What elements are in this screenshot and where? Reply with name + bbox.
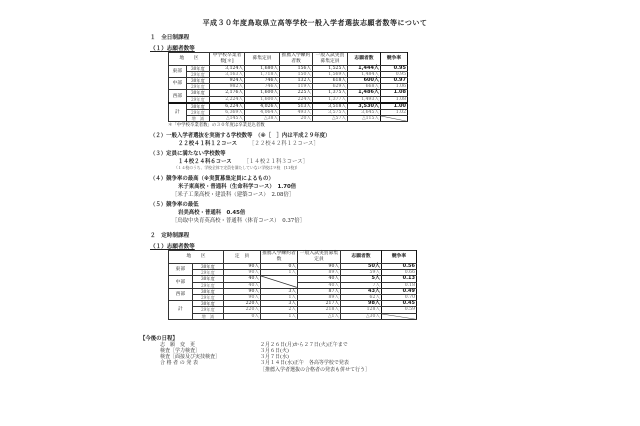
grads-cell: 3,124人	[210, 65, 245, 71]
rec-cell: 0人	[261, 264, 298, 270]
quota-cell: 1,600人	[245, 90, 280, 96]
schedule-label	[150, 367, 260, 373]
table-row	[169, 288, 417, 294]
quota-cell: 746人	[245, 78, 280, 84]
rec-cell: 20人	[280, 116, 313, 122]
ratio-cell: 0.95	[381, 71, 408, 77]
schedule-heading: 【今後の日程】	[140, 335, 178, 342]
year-cell: 30年度	[192, 276, 223, 282]
apps-cell: 50人	[341, 264, 382, 270]
gen-cell: 1,377人	[313, 96, 348, 103]
rec-cell: 1人	[261, 313, 298, 319]
col-quota: 定 員	[224, 251, 261, 264]
year-cell: 29年度	[186, 96, 209, 103]
col-ratio: 競争率	[381, 53, 408, 66]
rec-cell: 150人	[280, 71, 313, 77]
schedule-label: 志 願 変 更	[160, 341, 196, 348]
apps-cell: 59人	[341, 270, 382, 276]
col-grads: 中学校卒業者数[＊]	[210, 53, 245, 66]
year-cell: 29年度	[192, 307, 223, 313]
table-row	[169, 96, 408, 103]
year-cell: 29年度	[192, 270, 223, 276]
ratio-cell-empty	[382, 313, 417, 319]
ratio-cell: 1.08	[381, 90, 408, 96]
apps-cell: 3,530人	[348, 103, 381, 110]
year-cell: 29年度	[192, 282, 223, 288]
gen-cell: 618人	[313, 78, 348, 84]
year-cell: 30年度	[192, 301, 223, 307]
ratio-cell: 1.00	[381, 103, 408, 110]
parttime-applicants-table	[168, 250, 417, 319]
rec-cell: 225人	[280, 90, 313, 96]
gen-cell: 40人	[298, 282, 341, 288]
gen-cell: 3,575人	[313, 110, 348, 116]
schedule-value: ３月６日(火)	[260, 348, 289, 355]
area-cell: 西部	[169, 288, 193, 300]
rec-cell: 119人	[280, 84, 313, 90]
quota-cell: 220人	[224, 301, 261, 307]
schedule-label: 合 格 者 の 発 表	[160, 360, 198, 367]
apps-cell: 5人	[341, 276, 382, 282]
apps-cell: 600人	[348, 78, 381, 84]
ratio-cell: 0.45	[382, 301, 417, 307]
ratio-cell: 0.66	[382, 270, 417, 276]
table-row-change	[169, 116, 408, 122]
col-gen: 一般入試実質募集定員	[313, 53, 348, 66]
schedule-section	[140, 334, 490, 373]
col-quota: 募集定員	[245, 53, 280, 66]
quota-cell: 90人	[224, 288, 261, 294]
gen-cell: 218人	[298, 307, 341, 313]
apps-cell: 1,493人	[348, 96, 381, 103]
ratio-cell: 1.02	[381, 110, 408, 116]
table-row	[169, 264, 417, 270]
gen-cell: 89人	[298, 270, 341, 276]
year-cell: 30年度	[186, 78, 209, 84]
area-cell: 西部	[169, 90, 187, 103]
section2-sub-heading	[150, 242, 490, 250]
rec-cell: 156人	[280, 65, 313, 71]
apps-cell: 1,484人	[348, 71, 381, 77]
area-cell: 計	[169, 301, 193, 320]
quota-cell: 0人	[224, 313, 261, 319]
area-cell: 東部	[169, 65, 187, 77]
gen-cell: 89人	[298, 295, 341, 301]
col-area: 地 区	[169, 53, 210, 66]
apps-cell: 3,645人	[348, 110, 381, 116]
apps-cell: 62人	[341, 295, 382, 301]
grads-cell: 924人	[210, 78, 245, 84]
year-cell: 29年度	[186, 71, 209, 77]
year-cell: 30年度	[186, 65, 209, 71]
table-header-row	[169, 53, 408, 66]
apps-cell: 668人	[348, 84, 381, 90]
quota-cell: 40人	[224, 282, 261, 288]
item-highest-ratio	[150, 174, 490, 198]
schedule-row	[150, 367, 490, 373]
year-cell: 29年度	[186, 110, 209, 116]
grads-cell: 982人	[210, 84, 245, 90]
item-value: 米子東高校・普通科（生命科学コース） 1.70倍	[178, 183, 297, 190]
table-row	[169, 276, 417, 282]
rec-cell: 1人	[261, 295, 298, 301]
year-cell: 29年度	[192, 295, 223, 301]
quota-cell: 90人	[224, 270, 261, 276]
ratio-cell: 0.95	[381, 65, 408, 71]
table-row	[169, 307, 417, 313]
ratio-cell: 0.70	[382, 295, 417, 301]
item-heading: （５）競争率の最低	[150, 202, 199, 209]
rec-cell: 1人	[261, 270, 298, 276]
gen-cell: 217人	[298, 301, 341, 307]
rec-cell: 132人	[280, 78, 313, 84]
item-lowest-ratio	[150, 200, 490, 224]
area-cell: 東部	[169, 264, 193, 276]
col-apps: 志願者数	[348, 53, 381, 66]
rec-cell: 3人	[261, 301, 298, 307]
item-prev-value: ［１４校２１科３コース］	[243, 159, 309, 166]
quota-cell: 90人	[224, 264, 261, 270]
gen-cell: 3,518人	[313, 103, 348, 110]
area-cell: 中部	[169, 78, 187, 90]
col-rec: 推薦入学練約者数	[280, 53, 313, 66]
item-schools-count	[150, 131, 490, 147]
col-rec: 推薦入学練約者数	[262, 251, 296, 263]
item-note: （１４校のうち、学校全体で定員を満たしていない学校は９校 [11校]）	[174, 165, 300, 171]
grads-cell: △145人	[210, 116, 245, 122]
section1-sub-heading-text: （１）志願者数等	[150, 46, 195, 52]
table-header-row	[169, 251, 417, 264]
apps-cell: 128人	[341, 307, 382, 313]
grads-cell: 6,224人	[210, 103, 245, 110]
ratio-cell: 0.49	[382, 288, 417, 294]
schedule-value: ３月７日(水)	[260, 354, 289, 361]
year-cell: 30年度	[186, 90, 209, 96]
col-area: 地 区	[169, 251, 224, 264]
quota-cell: 1,600人	[245, 96, 280, 103]
fulltime-table-note: ＊「中学校卒業者数」の３０年度は卒業見込者数	[168, 123, 265, 129]
grads-cell: 6,369人	[210, 110, 245, 116]
quota-cell: 220人	[224, 307, 261, 313]
apps-cell: 7人	[341, 282, 382, 288]
col-apps: 志願者数	[341, 251, 382, 264]
gen-cell: 40人	[298, 276, 341, 282]
year-cell: 増 減	[186, 116, 209, 122]
rec-cell: 3人	[261, 288, 298, 294]
rec-cell: 493人	[280, 110, 313, 116]
section2-heading: ２ 定時制課程	[150, 233, 190, 240]
quota-cell: 90人	[224, 295, 261, 301]
ratio-cell: 0.56	[382, 264, 417, 270]
gen-cell: 629人	[313, 84, 348, 90]
schedule-value: ［推薦入学者選抜の合格者の発表も併せて行う］	[260, 366, 371, 373]
year-cell: 30年度	[192, 288, 223, 294]
ratio-cell: 1.08	[381, 96, 408, 103]
item-prev-value: ［２２校４２科１２コース］	[249, 140, 319, 147]
schedule-value: ３月１４日(水)正午 各高等学校で発表	[260, 360, 349, 367]
item-heading: （４）競争率の最高（※実質募集定員によるもの）	[150, 175, 274, 182]
year-cell: 30年度	[186, 103, 209, 110]
item-heading: （２）一般入学者選抜を実施する学校数等 （※［ ］内は平成２９年度）	[150, 132, 331, 139]
quota-cell: △38人	[245, 116, 280, 122]
area-cell: 中部	[169, 276, 193, 288]
ratio-cell: 0.13	[382, 276, 417, 282]
gen-cell: △57人	[313, 116, 348, 122]
area-cell: 計	[169, 103, 187, 122]
quota-cell: 4,064人	[245, 110, 280, 116]
ratio-cell: 0.59	[382, 307, 417, 313]
document-page	[140, 18, 490, 373]
apps-cell: 1,444人	[348, 65, 381, 71]
quota-cell: 40人	[224, 276, 261, 282]
col-gen: 一般入試実質募集定員	[298, 251, 341, 264]
item-prev-value: ［米子工業高校・建設科（建築コース） 2.08倍］	[172, 191, 295, 198]
gen-cell: 87人	[298, 288, 341, 294]
item-value: ２２校４１科１２コース	[178, 140, 238, 147]
section2-sub-heading-text: （１）志願者数等	[150, 244, 195, 251]
table-row	[169, 301, 417, 307]
item-value: １４校２４科６コース	[178, 159, 232, 166]
quota-cell: 1,718人	[245, 71, 280, 77]
document-title: 平成３０年度鳥取県立高等学校一般入学者選抜志願者数等について	[202, 19, 428, 27]
ratio-cell: 0.18	[382, 282, 417, 288]
col-ratio: 競争率	[382, 251, 417, 264]
grads-cell: 2,224人	[210, 96, 245, 103]
gen-cell: 1,569人	[313, 71, 348, 77]
gen-cell: 90人	[298, 264, 341, 270]
apps-cell: △115人	[348, 116, 381, 122]
apps-cell: △30人	[341, 313, 382, 319]
apps-cell: 98人	[341, 301, 382, 307]
gen-cell: △1人	[298, 313, 341, 319]
apps-cell: 43人	[341, 288, 382, 294]
ratio-cell-empty	[381, 116, 408, 122]
quota-cell: 4,026人	[245, 103, 280, 110]
item-prev-value: ［鳥取中央育英高校・普通科（体育コース） 0.37倍］	[172, 218, 306, 225]
gen-cell: 1,525人	[313, 65, 348, 71]
section1-heading: １ 全日制課程	[150, 35, 190, 41]
ratio-cell: 1.06	[381, 84, 408, 90]
item-value: 岩美高校・普通科 0.45倍	[178, 210, 246, 217]
quota-cell: 1,680人	[245, 65, 280, 71]
schedule-label: 検査［面接及び実技検査］	[160, 354, 221, 361]
year-cell: 30年度	[192, 264, 223, 270]
quota-cell: 746人	[245, 84, 280, 90]
ratio-cell: 0.97	[381, 78, 408, 84]
rec-cell: 2人	[261, 307, 298, 313]
grads-cell: 2,176人	[210, 90, 245, 96]
rec-cell: 513人	[280, 103, 313, 110]
table-row-change	[169, 313, 417, 319]
grads-cell: 3,163人	[210, 71, 245, 77]
fulltime-applicants-table	[168, 52, 408, 122]
item-heading: （３）定員に満たない学校数等	[150, 151, 226, 158]
schedule-label: 検査［学力検査］	[160, 348, 201, 355]
year-cell: 増 減	[192, 313, 223, 319]
apps-cell: 1,486人	[348, 90, 381, 96]
year-cell: 29年度	[186, 84, 209, 90]
schedule-value: ２月２６日(月)から２７日(火)正午まで	[260, 341, 348, 348]
section1-sub-heading	[150, 44, 490, 52]
item-under-quota	[150, 149, 490, 171]
rec-cell-empty	[261, 276, 298, 288]
gen-cell: 1,375人	[313, 90, 348, 96]
table-row	[169, 103, 408, 110]
rec-cell: 224人	[280, 96, 313, 103]
